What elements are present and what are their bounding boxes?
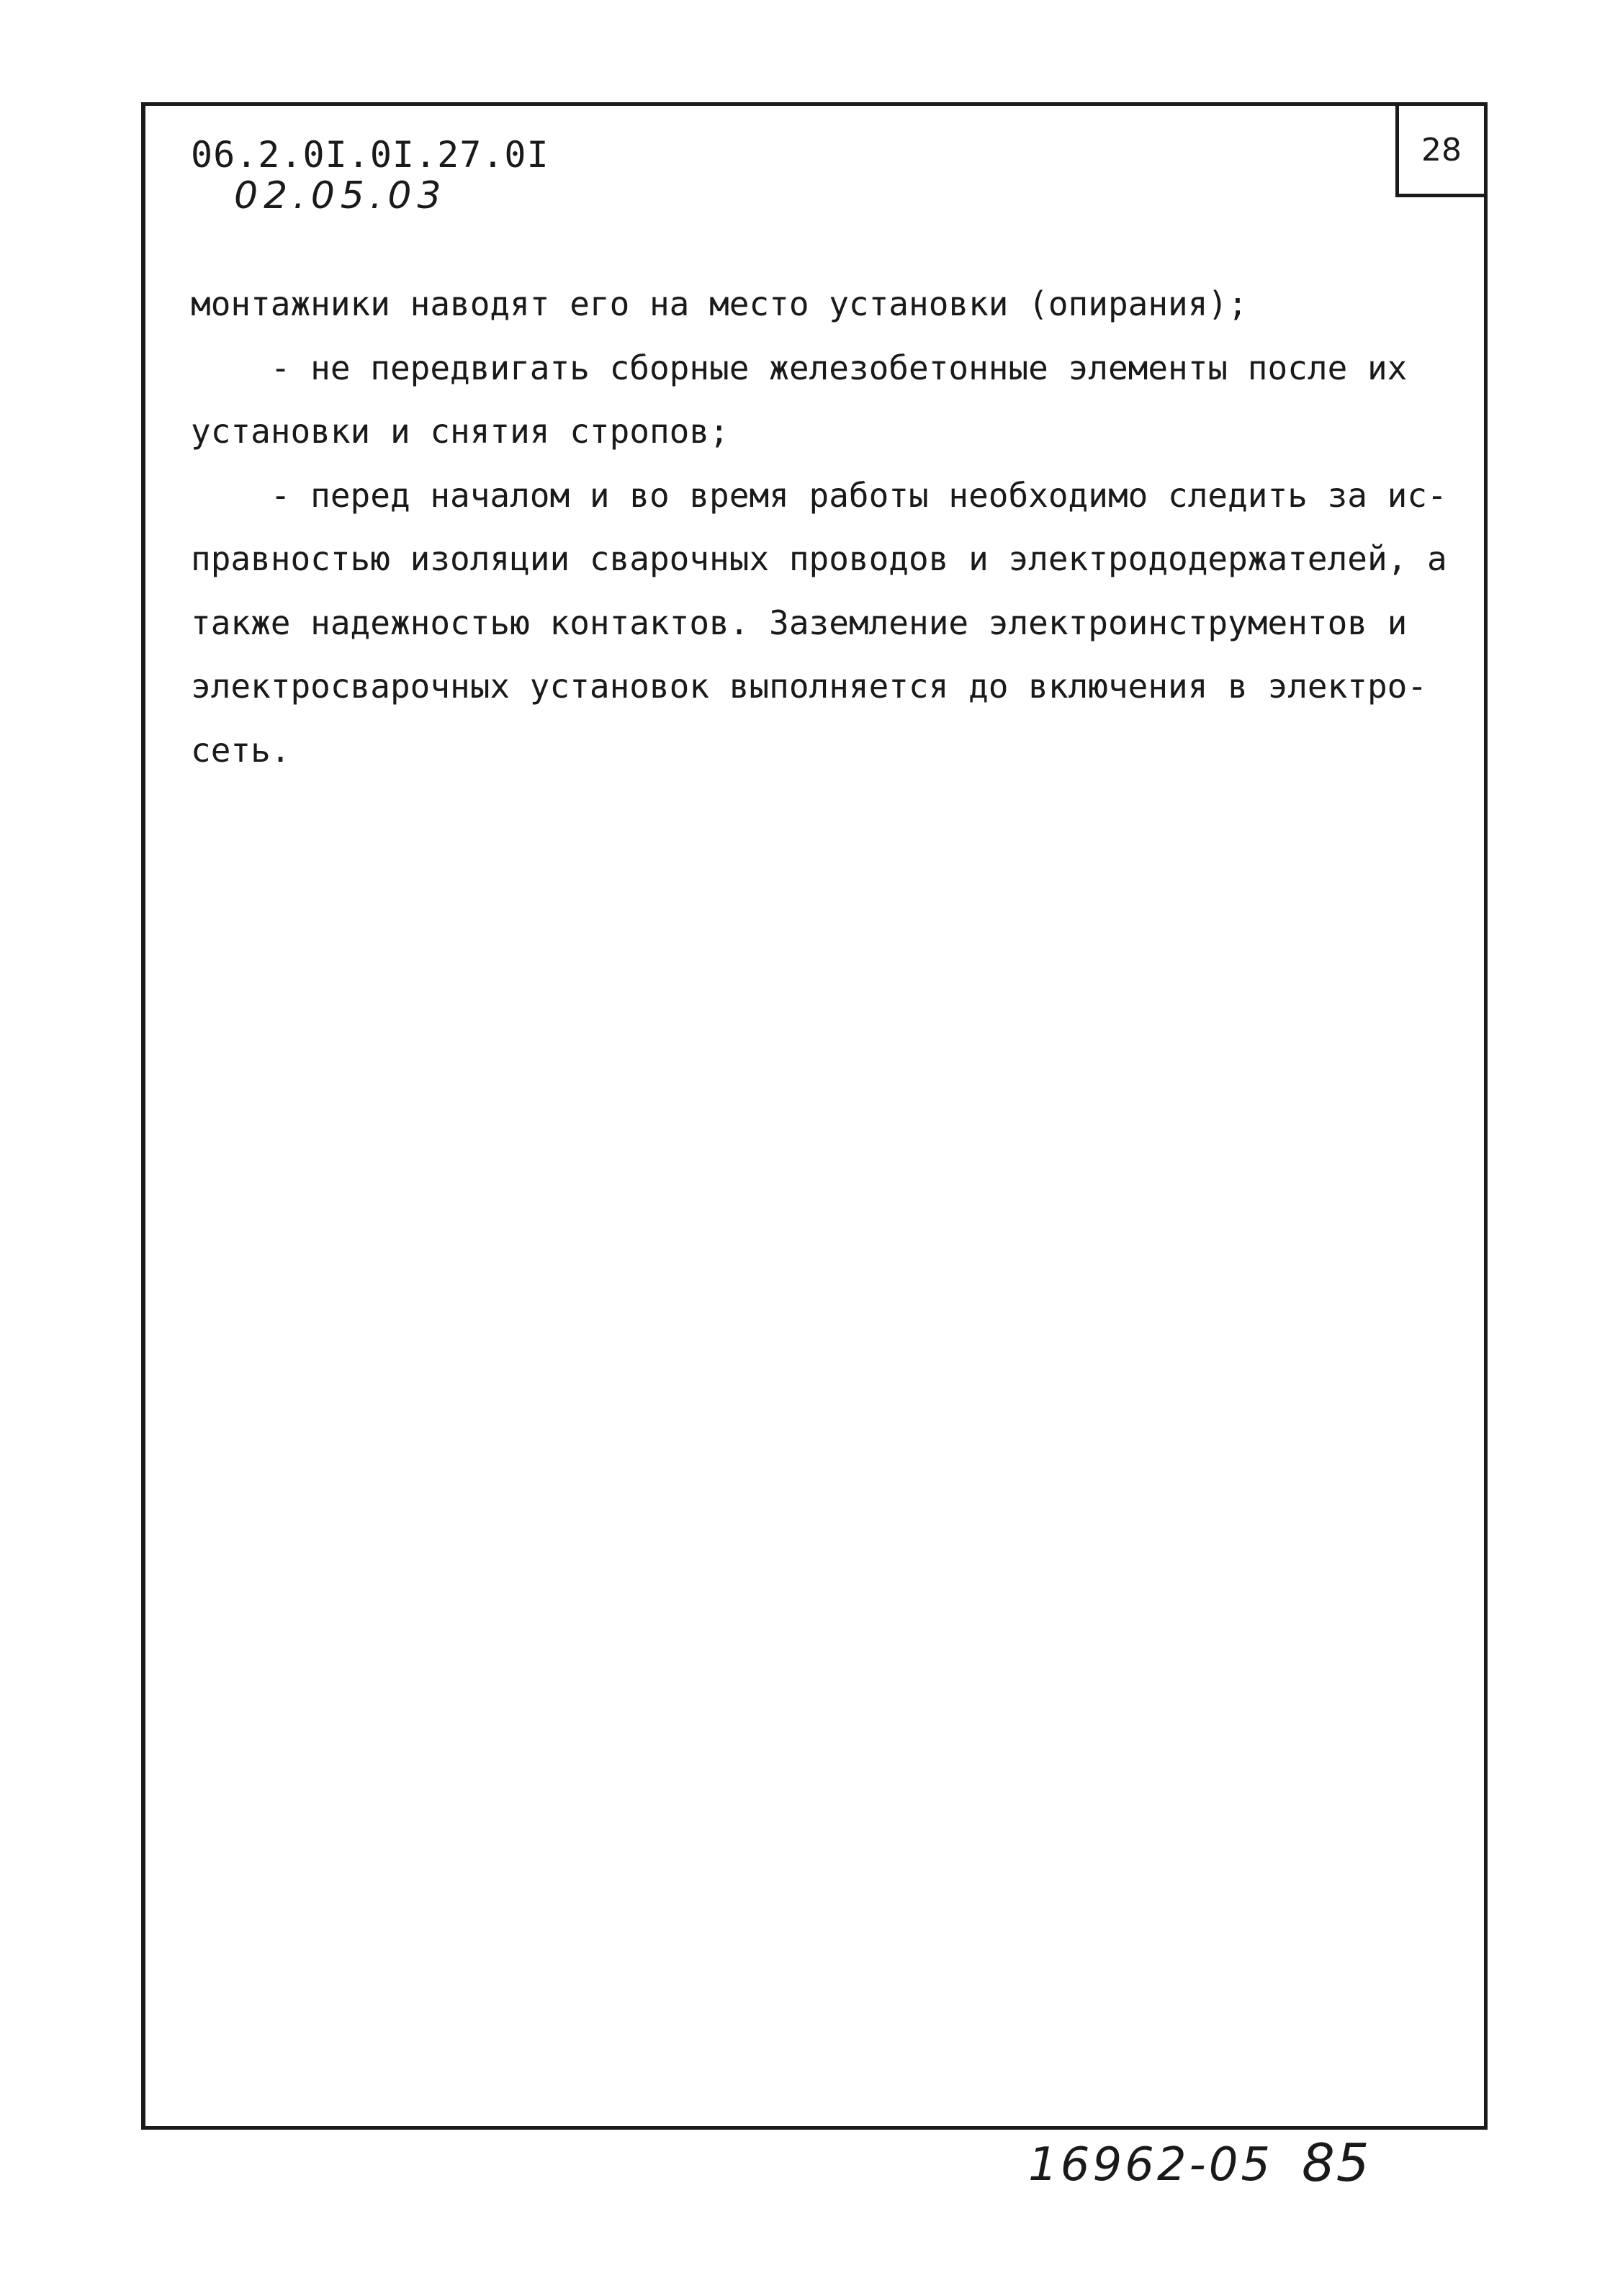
text-line: сеть. [191, 730, 291, 770]
document-date: 02.05.03 [234, 174, 447, 217]
text-line: правностью изоляции сварочных проводов и электрододержателей, а [191, 539, 1447, 578]
text-line: электросварочных установок выполняется до включения в электро- [191, 667, 1428, 706]
page-number-box [1395, 102, 1488, 197]
footer-document-code: 16962-05 [1028, 2138, 1274, 2192]
document-code: 06.2.0I.0I.27.0I [191, 134, 549, 176]
text-line: - не передвигать сборные железобетонные элементы после их [191, 348, 1408, 387]
footer-page-number: 85 [1302, 2133, 1371, 2193]
page-number: 28 [1421, 131, 1462, 168]
text-line: также надежностью контактов. Заземление электроинструментов и [191, 603, 1408, 642]
text-line: - перед началом и во время работы необходимо следить за ис- [191, 475, 1447, 515]
text-line: монтажники наводят его на место установки (опирания); [191, 284, 1248, 323]
body-text [191, 272, 1447, 782]
text-line: установки и снятия стропов; [191, 412, 729, 451]
